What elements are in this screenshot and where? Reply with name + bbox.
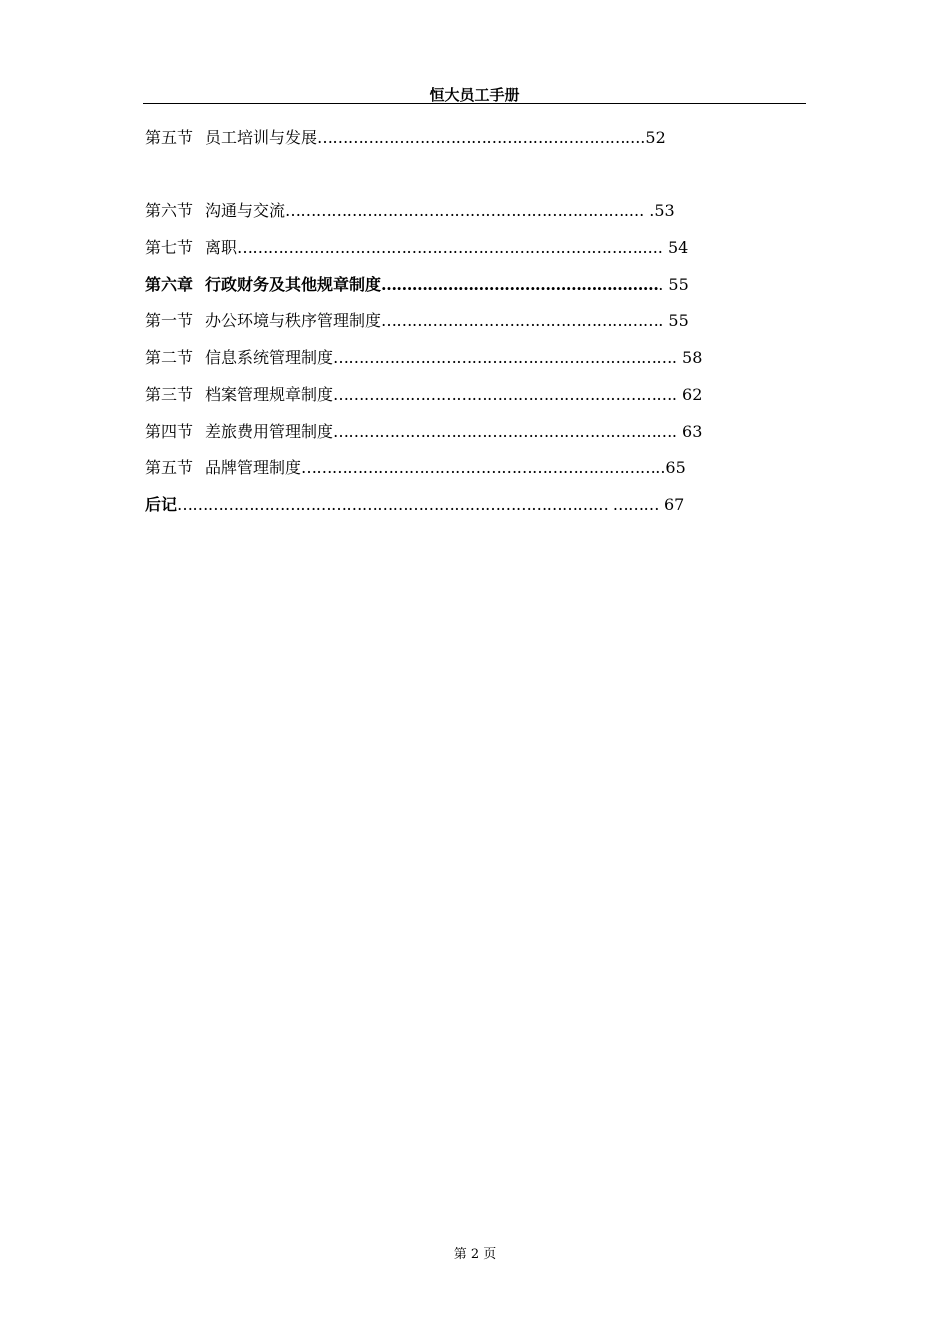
toc-entry-leader: ………………………………………………………………………… ……… [177, 495, 659, 514]
toc-entry-leader: ………………………………………………………… [285, 201, 624, 220]
toc-entry-page: ....52 [625, 128, 666, 147]
toc-entry-title: 品牌管理制度 [205, 458, 302, 477]
toc-entry-label: 第四节 [145, 422, 194, 441]
toc-entry-page: . 58 [671, 348, 703, 367]
toc-entry-leader: …………………………………………………………… [301, 458, 656, 477]
toc-entry-title: 办公环境与秩序管理制度 [205, 311, 382, 330]
toc-entry-label: 后记 [145, 495, 178, 514]
toc-entry-title: 离职 [205, 238, 238, 257]
toc-entry-leader: …………………………………………………… [317, 128, 626, 147]
toc-entry[interactable] [145, 383, 702, 407]
toc-entry-title: 差旅费用管理制度 [205, 422, 334, 441]
toc-entry-page: 67 [658, 495, 685, 514]
toc-entry-page: . 62 [671, 385, 703, 404]
toc-entry-title: 信息系统管理制度 [205, 348, 334, 367]
toc-entry[interactable] [145, 126, 666, 150]
toc-entry[interactable] [145, 420, 702, 444]
toc-entry-label: 第七节 [145, 238, 194, 257]
toc-entry-title: 行政财务及其他规章制度 [205, 275, 382, 294]
page-header-title: 恒大员工手册 [429, 86, 520, 104]
toc-entry-leader: ……………………………………………… [381, 311, 659, 330]
toc-entry-title: 员工培训与发展 [205, 128, 318, 147]
toc-entry-leader: ……………………………………………… [381, 275, 659, 294]
toc-entry-label: 第一节 [145, 311, 194, 330]
toc-entry-label: 第五节 [145, 458, 194, 477]
toc-entry-page: ..65 [655, 458, 686, 477]
toc-entry-title: 沟通与交流 [205, 201, 286, 220]
toc-entry-leader: ………………………………………………………… [333, 385, 672, 404]
page-number: 第 2 页 [453, 1247, 497, 1262]
toc-entry-label: 第六章 [145, 275, 194, 294]
toc-entry[interactable] [145, 309, 689, 333]
toc-entry-label: 第二节 [145, 348, 194, 367]
toc-entry-page: .... .53 [623, 201, 675, 220]
toc-entry-leader: …………………………………………………………………… [237, 238, 638, 257]
toc-entry-label: 第五节 [145, 128, 194, 147]
toc-entry-page: . 55 [658, 275, 689, 294]
toc-entry-title: 档案管理规章制度 [205, 385, 334, 404]
header-divider [143, 103, 806, 104]
toc-entry-page: . 63 [671, 422, 703, 441]
toc-chapter-entry[interactable] [145, 273, 689, 297]
toc-entry-page: . 55 [658, 311, 689, 330]
toc-entry-page: ..... 54 [637, 238, 689, 257]
toc-entry[interactable] [145, 456, 686, 480]
toc-entry-label: 第六节 [145, 201, 194, 220]
toc-entry[interactable] [145, 199, 675, 223]
toc-entry[interactable] [145, 346, 702, 370]
toc-entry[interactable] [145, 236, 688, 260]
toc-entry-leader: ………………………………………………………… [333, 348, 672, 367]
toc-entry-label: 第三节 [145, 385, 194, 404]
toc-afterword-entry[interactable] [145, 493, 684, 517]
toc-entry-leader: ………………………………………………………… [333, 422, 672, 441]
